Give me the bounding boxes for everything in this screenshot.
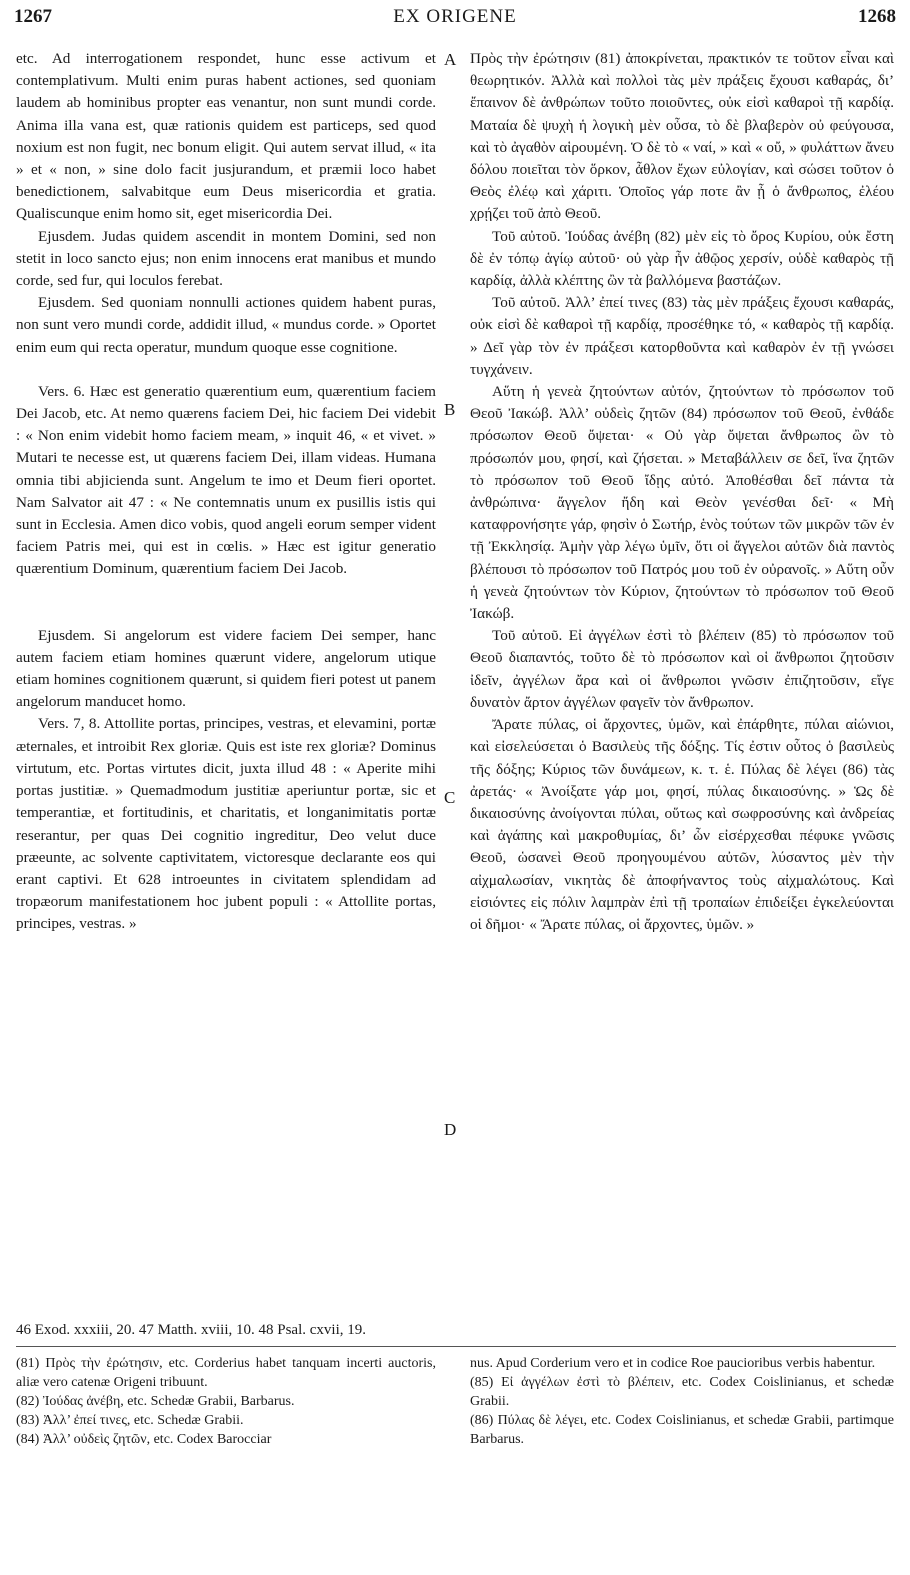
- running-title: EX ORIGENE: [393, 6, 517, 27]
- editor-notes-left: [16, 1354, 436, 1449]
- page-header: [14, 6, 896, 32]
- footnote-divider: [16, 1346, 896, 1347]
- paragraph-gap: [16, 581, 436, 625]
- latin-paragraph: Vers. 7, 8. Attollite portas, principes, vestras, et elevamini, portæ æternales, et introibit Rex gloriæ. Quis est iste rex gloriæ? Dominus virtutum, etc. Portas virtutes dicit, juxta illud 48 : « Aperite mihi portas justitiæ. » Quemadmodum justitiæ aperiuntur portæ, sic et temperantiæ, et fortitudinis, et charitatis, et longanimitatis portæ reserantur, per quas Dei cognitio ingreditur, Deo velut duce præeunte, ac solvente captivitatem, victoresque declarante eos qui erant captivi. Et 628 introeuntes in civitatem splendidam ad tropæorum manifestationem hoc jubent populi : « Attollite portas, principes, vestras. »: [16, 715, 436, 933]
- latin-column: [16, 48, 436, 936]
- greek-column: [470, 48, 894, 936]
- editor-notes-right: [470, 1354, 894, 1449]
- greek-paragraph: Πρὸς τὴν ἐρώτησιν (81) ἀποκρίνεται, πρακτικόν τε τοῦτον εἶναι καὶ θεωρητικόν. Ἀλλὰ καὶ πολλοὶ τὰς μὲν πράξεις ἔχουσι καθαράς, δι’ ἔπαινον δὲ ἀνθρώπων τοῦτο ποιοῦντες, οὐκ εἰσὶ καθαροὶ τῇ καρδίᾳ. Ματαία δὲ ψυχὴ ἡ λογικὴ μὲν οὖσα, τὸ δὲ βλαβερὸν οὐ φεύγουσα, καὶ τὸ ἀγαθὸν αἱρουμένη. Ὁ δὲ τὸ « ναί, » καὶ « οὔ, » φυλάττων ἄνευ δόλου ποιεῖται τὸν ὅρκον, ἆθλον ἔχων εὐλογίαν, καὶ σώσει τοῦτον ὁ Θεὸς ἐλέῳ καὶ χάριτι. Ὁποῖος γάρ ποτε ἂν ᾖ ὁ ἄνθρωπος, ἐλέου χρῄζει τοῦ ἀπὸ Θεοῦ.: [470, 50, 894, 223]
- editor-note: (85) Εἰ ἀγγέλων ἐστὶ τὸ βλέπειν, etc. Codex Coislinianus, et schedæ Grabii.: [470, 1375, 894, 1409]
- greek-paragraph: Ἄρατε πύλας, οἱ ἄρχοντες, ὑμῶν, καὶ ἐπάρθητε, πύλαι αἰώνιοι, καὶ εἰσελεύσεται ὁ Βασιλεὺς τῆς δόξης. Τίς ἐστιν οὗτος ὁ βασιλεὺς τῆς δόξης; Κύριος τῶν δυνάμεων, κ. τ. ἑ. Πύλας δὲ λέγει (86) τὰς ἀρετάς· « Ἀνοίξατε γάρ μοι, φησί, πύλας δικαιοσύνης. » Ὡς δὲ δικαιοσύνης ἀνοίγονται πύλαι, οὕτως καὶ σωφροσύνης καὶ ἀνδρείας καὶ ἀγάπης καὶ μακροθυμίας, δι’ ὧν εἰσέρχεσθαι πέφυκε γνῶσις Θεοῦ, ὡσανεὶ Θεοῦ προηγουμένου αὐτῶν, λύσαντος μὲν τὴν αἰχμαλωσίαν, νικητὰς δὲ ἀποφήναντος τοὺς αἰχμαλώτους. Καὶ εἰσιόντες εἰς πόλιν λαμπρὰν ἐπὶ τῇ τροπαίων ἐπιδείξει ἐγκελεύονται οἱ δῆμοι· « Ἄρατε πύλας, οἱ ἄρχοντες, ὑμῶν. »: [470, 716, 894, 933]
- editor-note: (84) Ἀλλ’ οὐδεὶς ζητῶν, etc. Codex Barocciar: [16, 1432, 272, 1447]
- margin-letter-c: C: [444, 788, 456, 807]
- greek-paragraph: Τοῦ αὐτοῦ. Εἰ ἀγγέλων ἐστὶ τὸ βλέπειν (85) τὸ πρόσωπον τοῦ Θεοῦ διαπαντός, τοῦτο δὲ τὸ πρόσωπον καὶ οἱ ἄνθρωποι ζητοῦσιν ἰδεῖν, ἀγγέλων ἄρα καὶ οἱ ἄνθρωποι γνῶσιν ἐπιζητοῦσιν, εἴγε δυνατὸν ἄρτον ἀγγέλων φαγεῖν τὸν ἄνθρωπον.: [470, 627, 894, 711]
- margin-letter-d: D: [444, 1120, 457, 1139]
- latin-paragraph: Ejusdem. Judas quidem ascendit in montem Domini, sed non stetit in loco sancto ejus; non enim innocens erat manibus et mundo corde, sed fur, qui loculos ferebat.: [16, 227, 436, 290]
- latin-paragraph: Ejusdem. Si angelorum est videre faciem Dei semper, hanc autem faciem etiam homines quærunt videre, angelorum utique etiam homines cognitionem quærunt, si quidem fieri potest ut panem angelorum manducet homo.: [16, 626, 436, 711]
- editor-note: (81) Πρὸς τὴν ἐρώτησιν, etc. Corderius habet tanquam incerti auctoris, aliæ vero catenæ Origeni tribuunt.: [16, 1356, 436, 1390]
- editor-note: nus. Apud Corderium vero et in codice Roe paucioribus verbis habentur.: [470, 1356, 876, 1371]
- editor-note: (83) Ἀλλ’ ἐπεί τινες, etc. Schedæ Grabii.: [16, 1413, 244, 1428]
- latin-paragraph: Vers. 6. Hæc est generatio quærentium eum, quærentium faciem Dei Jacob, etc. At nemo quærens faciem Dei, hic faciem Dei videbit : « Non enim videbit homo faciem meam, » inquit 46, « et vivet. » Mutari te necesse est, ut quærens faciem Dei, illam videas. Humana omnia tibi abjicienda sunt. Angelum te imo et Deum fieri oportet. Nam Salvator ait 47 : « Ne contemnatis unum ex pusillis istis qui sunt in Ecclesia. Amen dico vobis, quod angeli eorum semper vident faciem Patris mei, qui est in cœlis. » Hæc est igitur generatio quærentium Dominum, quærentium faciem Dei Jacob.: [16, 382, 436, 578]
- editor-note: (86) Πύλας δὲ λέγει, etc. Codex Coislinianus, et schedæ Grabii, partimque Barbarus.: [470, 1413, 894, 1447]
- paragraph-gap: [16, 359, 436, 381]
- greek-paragraph: Τοῦ αὐτοῦ. Ἰούδας ἀνέβη (82) μὲν εἰς τὸ ὄρος Κυρίου, οὐκ ἔστη δὲ ἐν τόπῳ ἁγίῳ αὐτοῦ· οὐ γὰρ ἦν ἀθῷος χερσίν, οὐδὲ καθαρὸς τῇ καρδίᾳ, ἀλλὰ κλέπτης ὢν τὰ βαλλόμενα βαστάζων.: [470, 227, 894, 290]
- right-page-number: 1268: [858, 6, 896, 27]
- latin-paragraph: etc. Ad interrogationem respondet, hunc esse activum et contemplativum. Multi enim puras habent actiones, sed quoniam laudem ab hominibus propter eas venantur, non sunt mundi corde. Anima illa vana est, quæ rationis quidem est particeps, sed quod noxium est non fugit, nec bonum eligit. Qui autem servat illud, « ita » et « non, » sine dolo facit jusjurandum, et præmii loco habet benedictionem, salvabitque eum Deus misericordia et gratia. Qualiscunque enim homo sit, eget misericordia Dei.: [16, 50, 436, 223]
- latin-paragraph: Ejusdem. Sed quoniam nonnulli actiones quidem habent puras, non sunt vero mundi corde, addidit illud, « mundus corde. » Oportet enim eum qui recta operatur, mundum quoque esse cognitione.: [16, 294, 436, 356]
- editor-note: (82) Ἰούδας ἀνέβη, etc. Schedæ Grabii, Barbarus.: [16, 1394, 295, 1409]
- greek-paragraph: Τοῦ αὐτοῦ. Ἀλλ’ ἐπεί τινες (83) τὰς μὲν πράξεις ἔχουσι καθαράς, οὐκ εἰσὶ δὲ καθαροὶ τῇ καρδίᾳ, προσέθηκε τό, « καθαρὸς τῇ καρδίᾳ. » Δεῖ γὰρ τὸν ἐν πράξεσι κατορθοῦντα καὶ καθαρὸν ἐν τῇ γνώσει τυγχάνειν.: [470, 294, 894, 378]
- greek-paragraph: Αὕτη ἡ γενεὰ ζητούντων αὐτόν, ζητούντων τὸ πρόσωπον τοῦ Θεοῦ Ἰακώβ. Ἀλλ’ οὐδεὶς ζητῶν (84) πρόσωπον τοῦ Θεοῦ, ἐνθάδε πρόσωπον Θεοῦ ὄψεται· « Οὐ γὰρ ὄψεται ἄνθρωπος ὢν τὸ πρόσωπόν μου, φησί, καὶ ζήσεται. » Μεταβάλλειν σε δεῖ, ἵνα ζητῶν τὸ πρόσωπον τοῦ Θεοῦ ἴδῃς αὐτό. Ἀποθέσθαι δεῖ πάντα τὰ ἀνθρώπινα· ἄγγελον ἤδη καὶ Θεὸν γενέσθαι δεῖ· « Μὴ καταφρονήσητε γάρ, φησὶν ὁ Σωτήρ, ἑνὸς τούτων τῶν μικρῶν τῶν ἐν τῇ Ἐκκλησίᾳ. Ἀμὴν γὰρ λέγω ὑμῖν, ὅτι οἱ ἄγγελοι αὐτῶν διὰ παντὸς βλέπουσι τὸ πρόσωπον τοῦ Πατρός μου τοῦ ἐν οὐρανοῖς. » Αὕτη οὖν ἡ γενεὰ ζητούντων τὸν Κύριον, ζητούντων τὸ πρόσωπον τοῦ Θεοῦ Ἰακώβ.: [470, 383, 894, 623]
- margin-letter-b: B: [444, 400, 456, 419]
- scripture-footnote: 46 Exod. xxxiii, 20. 47 Matth. xviii, 10. 48 Psal. cxvii, 19.: [16, 1322, 366, 1338]
- left-page-number: 1267: [14, 6, 52, 27]
- margin-letter-a: A: [444, 50, 457, 69]
